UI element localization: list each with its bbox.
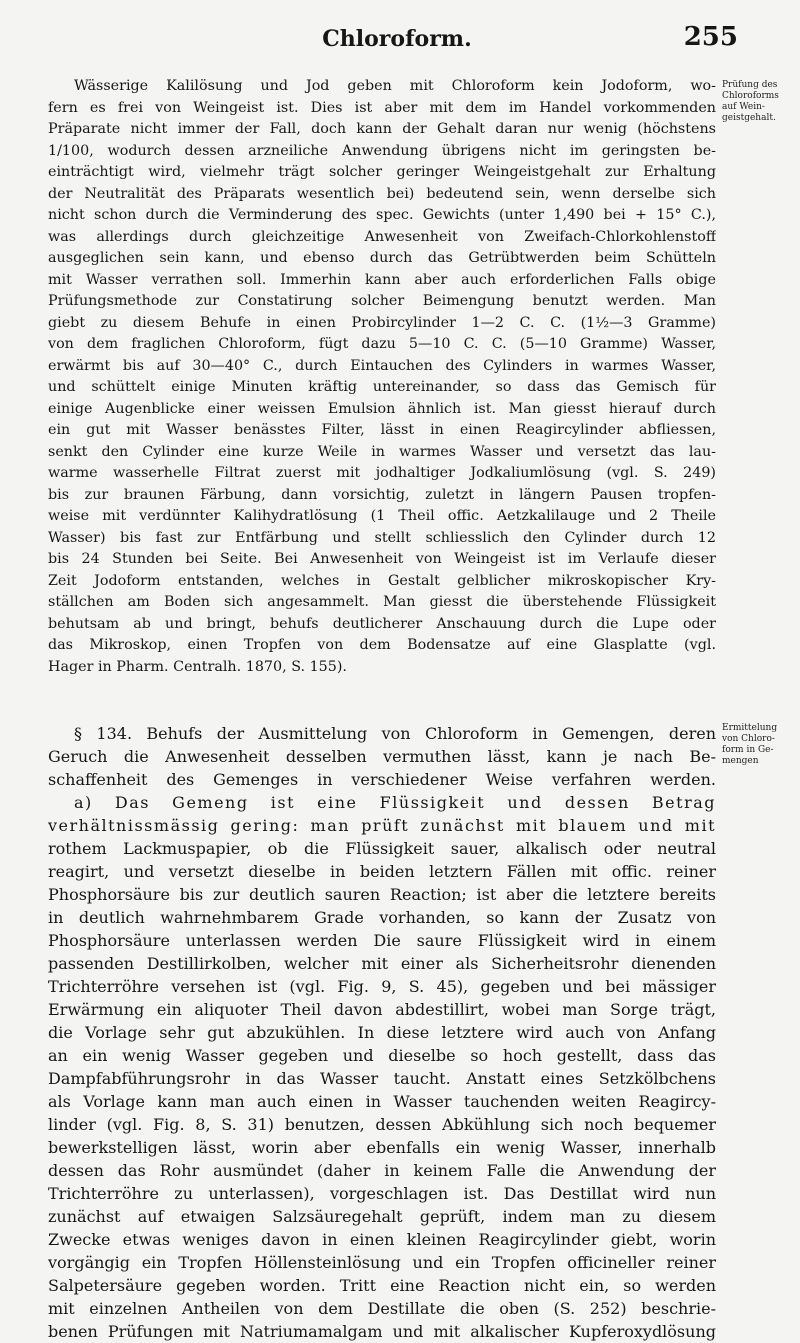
margin-note-line: von Chloro- bbox=[722, 734, 775, 744]
text-line: behutsam ab und bringt, behufs deutlicherer Anschauung durch die Lupe oder bbox=[48, 615, 716, 632]
paragraph-chloroform-test bbox=[48, 76, 716, 678]
text-line: erwärmt bis auf 30—40° C., durch Eintauchen des Cylinders in warmes Wasser, bbox=[48, 357, 716, 374]
text-line: Hager in Pharm. Centralh. 1870, S. 155). bbox=[48, 658, 347, 675]
margin-note-line: auf Wein- bbox=[722, 102, 765, 112]
margin-note-pruefung bbox=[722, 80, 800, 124]
text-line: das Mikroskop, einen Tropfen von dem Bodensatze auf eine Glasplatte (vgl. bbox=[48, 637, 716, 653]
text-line: der Neutralität des Präparats wesentlich bei) bedeutend sein, wenn derselbe sich bbox=[48, 185, 716, 202]
text-line: als Vorlage kann man auch einen in Wasser tauchenden weiten Reagircy- bbox=[48, 1092, 716, 1111]
text-line: mit Wasser verrathen soll. Immerhin kann aber auch erforderlichen Falls obige bbox=[48, 271, 716, 288]
paragraph-section-134 bbox=[48, 722, 716, 1343]
text-line: vorgängig ein Tropfen Höllensteinlösung und ein Tropfen officineller reiner bbox=[48, 1253, 716, 1272]
text-line: passenden Destillirkolben, welcher mit einer als Sicherheitsrohr dienenden bbox=[48, 954, 716, 973]
text-line: § 134. Behufs der Ausmittelung von Chloroform in Gemengen, deren bbox=[74, 724, 716, 743]
text-line: linder (vgl. Fig. 8, S. 31) benutzen, dessen Abkühlung sich noch bequemer bbox=[48, 1115, 716, 1134]
text-line: Wasser) bis fast zur Entfärbung und stellt schliesslich den Cylinder durch 12 bbox=[48, 529, 716, 546]
text-line: schaffenheit des Gemenges in verschiedener Weise verfahren werden. bbox=[48, 770, 716, 789]
text-line: einige Augenblicke einer weissen Emulsion ähnlich ist. Man giesst hierauf durch bbox=[48, 400, 716, 417]
text-line: giebt zu diesem Behufe in einen Probircylinder 1—2 C. C. (1½—3 Gramme) bbox=[48, 314, 716, 331]
text-line: zunächst auf etwaigen Salzsäuregehalt geprüft, indem man zu diesem bbox=[48, 1207, 716, 1226]
text-line: Phosphorsäure unterlassen werden Die saure Flüssigkeit wird in einem bbox=[48, 931, 716, 950]
margin-note-line: geistgehalt. bbox=[722, 113, 776, 123]
text-line: Geruch die Anwesenheit desselben vermuthen lässt, kann je nach Be- bbox=[48, 747, 716, 766]
text-line: Salpetersäure gegeben worden. Tritt eine Reaction nicht ein, so werden bbox=[48, 1276, 716, 1295]
page-header bbox=[56, 22, 738, 56]
text-line: an ein wenig Wasser gegeben und dieselbe so hoch gestellt, dass das bbox=[48, 1046, 716, 1065]
text-line: rothem Lackmuspapier, ob die Flüssigkeit sauer, alkalisch oder neutral bbox=[48, 839, 716, 858]
text-line: von dem fraglichen Chloroform, fügt dazu 5—10 C. C. (5—10 Gramme) Wasser, bbox=[48, 336, 716, 352]
text-line: a) Das Gemeng ist eine Flüssigkeit und dessen Betrag bbox=[74, 793, 716, 812]
page-number: 255 bbox=[683, 22, 738, 52]
text-line: Phosphorsäure bis zur deutlich sauren Reaction; ist aber die letztere bereits bbox=[48, 885, 716, 904]
text-line: was allerdings durch gleichzeitige Anwesenheit von Zweifach-Chlorkohlenstoff bbox=[48, 228, 716, 245]
text-line: und schüttelt einige Minuten kräftig untereinander, so dass das Gemisch für bbox=[48, 379, 716, 395]
running-title: Chloroform. bbox=[322, 26, 472, 52]
text-line: bewerkstelligen lässt, worin aber ebenfalls ein wenig Wasser, innerhalb bbox=[48, 1138, 716, 1157]
margin-note-line: mengen bbox=[722, 756, 759, 766]
text-line: ein gut mit Wasser benässtes Filter, lässt in einen Reagircylinder abfliessen, bbox=[48, 422, 716, 438]
margin-note-line: Ermittelung bbox=[722, 723, 778, 733]
text-line: ställchen am Boden sich angesammelt. Man giesst die überstehende Flüssigkeit bbox=[48, 594, 716, 610]
text-line: bis zur braunen Färbung, dann vorsichtig, zuletzt in längern Pausen tropfen- bbox=[48, 486, 716, 503]
text-line: benen Prüfungen mit Natriumamalgam und mit alkalischer Kupferoxydlösung bbox=[48, 1322, 716, 1341]
text-line: nicht schon durch die Verminderung des spec. Gewichts (unter 1,490 bei + 15° C.), bbox=[48, 207, 716, 223]
text-line: Trichterröhre versehen ist (vgl. Fig. 9, S. 45), gegeben und bei mässiger bbox=[48, 977, 716, 996]
text-line: ausgeglichen sein kann, und ebenso durch das Getrübtwerden beim Schütteln bbox=[48, 250, 716, 266]
text-line: warme wasserhelle Filtrat zuerst mit jodhaltiger Jodkaliumlösung (vgl. S. 249) bbox=[48, 465, 716, 481]
text-line: fern es frei von Weingeist ist. Dies ist aber mit dem im Handel vorkommenden bbox=[48, 99, 716, 116]
margin-note-line: Prüfung des bbox=[722, 80, 778, 90]
text-line: Zeit Jodoform entstanden, welches in Gestalt gelblicher mikroskopischer Kry- bbox=[48, 572, 716, 589]
text-line: Wässerige Kalilösung und Jod geben mit Chloroform kein Jodoform, wo- bbox=[74, 78, 716, 94]
margin-note-line: Chloroforms bbox=[722, 91, 779, 101]
text-line: weise mit verdünnter Kalihydratlösung (1 Theil offic. Aetzkalilauge und 2 Theile bbox=[48, 508, 716, 524]
text-line: Prüfungsmethode zur Constatirung solcher Beimengung benutzt werden. Man bbox=[48, 293, 716, 309]
text-line: Dampfabführungsrohr in das Wasser taucht. Anstatt eines Setzkölbchens bbox=[48, 1069, 716, 1088]
text-line: verhältnissmässig gering: man prüft zunächst mit blauem und mit bbox=[48, 816, 716, 835]
text-line: bis 24 Stunden bei Seite. Bei Anwesenheit von Weingeist ist im Verlaufe dieser bbox=[48, 551, 716, 567]
text-line: Trichterröhre zu unterlassen), vorgeschlagen ist. Das Destillat wird nun bbox=[48, 1184, 716, 1203]
text-line: 1/100, wodurch dessen arzneiliche Anwendung übrigens nicht im geringsten be- bbox=[48, 142, 716, 159]
text-line: Zwecke etwas weniges davon in einen kleinen Reagircylinder giebt, worin bbox=[48, 1230, 716, 1249]
text-line: Erwärmung ein aliquoter Theil davon abdestillirt, wobei man Sorge trägt, bbox=[48, 1000, 716, 1019]
text-line: einträchtigt wird, vielmehr trägt solcher geringer Weingeistgehalt zur Erhaltung bbox=[48, 164, 716, 180]
text-line: dessen das Rohr ausmündet (daher in keinem Falle die Anwendung der bbox=[48, 1161, 716, 1180]
margin-note-ermittelung bbox=[722, 723, 800, 767]
text-line: die Vorlage sehr gut abzukühlen. In diese letztere wird auch von Anfang bbox=[48, 1023, 716, 1042]
text-line: Präparate nicht immer der Fall, doch kann der Gehalt daran nur wenig (höchstens bbox=[48, 121, 716, 137]
margin-note-line: form in Ge- bbox=[722, 745, 774, 755]
text-line: senkt den Cylinder eine kurze Weile in warmes Wasser und versetzt das lau- bbox=[48, 443, 716, 460]
text-line: in deutlich wahrnehmbarem Grade vorhanden, so kann der Zusatz von bbox=[48, 908, 716, 927]
text-line: reagirt, und versetzt dieselbe in beiden letztern Fällen mit offic. reiner bbox=[48, 862, 716, 881]
text-line: mit einzelnen Antheilen von dem Destillate die oben (S. 252) beschrie- bbox=[48, 1299, 716, 1318]
